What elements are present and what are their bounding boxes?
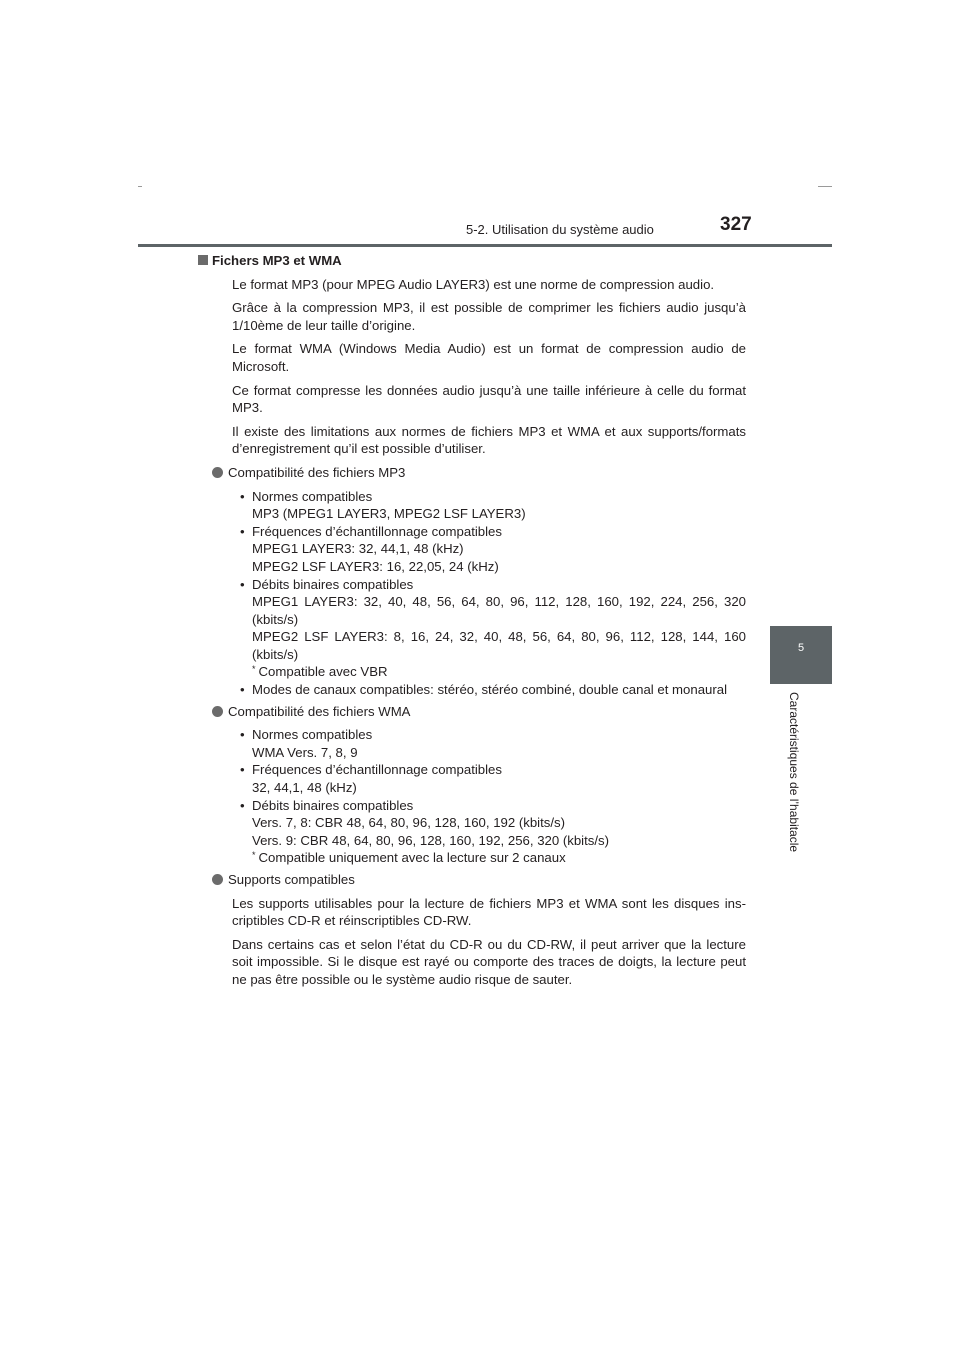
item-label: Débits binaires compatibles <box>252 797 414 813</box>
footnote-text: Compatible uniquement avec la lecture sur 2 canaux <box>258 850 566 866</box>
circle-bullet-icon <box>212 706 223 717</box>
list-item <box>240 523 746 576</box>
paragraph: Les supports utilisables pour la lecture de fichiers MP3 et WMA sont les disques ins-criptibles CD-R et réinscriptibles CD-RW. <box>232 895 746 929</box>
item-label: Modes de canaux compatibles: stéréo, stéréo combiné, double canal et monaural <box>252 682 728 698</box>
paragraph: Le format MP3 (pour MPEG Audio LAYER3) est une norme de compression audio. <box>232 276 715 292</box>
item-detail: MPEG1 LAYER3: 32, 44,1, 48 (kHz) <box>252 541 464 557</box>
crop-mark-right <box>818 186 832 187</box>
item-detail: MPEG1 LAYER3: 32, 40, 48, 56, 64, 80, 96, 112, 128, 160, 192, 224, 256, 320 (kbits/s) <box>252 594 746 627</box>
footnote-mark: * <box>252 664 256 675</box>
item-detail: MPEG2 LSF LAYER3: 8, 16, 24, 32, 40, 48, 56, 64, 80, 96, 112, 128, 144, 160 (kbits/s) <box>252 629 746 662</box>
section-title: 5-2. Utilisation du système audio <box>466 222 654 237</box>
spec-list <box>212 488 746 699</box>
spec-list <box>212 726 746 867</box>
subsection-heading <box>228 464 746 482</box>
item-detail: 32, 44,1, 48 (kHz) <box>252 780 357 796</box>
footnote-text: Compatible avec VBR <box>258 664 388 680</box>
list-item <box>240 726 746 761</box>
paragraph: Le format WMA (Windows Media Audio) est un format de compression audio de Microsoft. <box>232 341 746 374</box>
bullet-dot: • <box>240 523 245 539</box>
bullet-dot: • <box>240 727 245 743</box>
square-bullet-icon <box>198 255 208 265</box>
section-heading-label: Fichers MP3 et WMA <box>212 253 342 268</box>
subsection-heading <box>228 871 746 889</box>
subsection-title: Supports compatibles <box>228 872 355 887</box>
chapter-tab <box>770 626 832 684</box>
item-detail: Vers. 9: CBR 48, 64, 80, 96, 128, 160, 192, 256, 320 (kbits/s) <box>252 832 610 848</box>
bullet-dot: • <box>240 576 245 592</box>
watermark <box>0 0 1 1</box>
bullet-dot: • <box>240 797 245 813</box>
list-item <box>240 576 746 682</box>
item-label: Fréquences d’échantillonnage compatibles <box>252 523 502 539</box>
item-detail: WMA Vers. 7, 8, 9 <box>252 744 358 760</box>
item-label: Normes compatibles <box>252 727 373 743</box>
footnote <box>252 849 746 867</box>
item-detail: Vers. 7, 8: CBR 48, 64, 80, 96, 128, 160, 192 (kbits/s) <box>252 815 566 831</box>
list-item <box>240 681 746 699</box>
footnote-mark: * <box>252 850 256 861</box>
item-label: Normes compatibles <box>252 488 373 504</box>
circle-bullet-icon <box>212 874 223 885</box>
item-detail: MPEG2 LSF LAYER3: 16, 22,05, 24 (kHz) <box>252 558 499 574</box>
item-label: Débits binaires compatibles <box>252 576 414 592</box>
section-heading <box>212 252 746 270</box>
chapter-title-label: Caractéristiques de l’habitacle <box>787 692 801 853</box>
page-number: 327 <box>720 214 752 235</box>
bullet-dot: • <box>240 762 245 778</box>
subsection-heading <box>228 703 746 721</box>
subsection-title: Compatibilité des fichiers WMA <box>228 703 411 719</box>
footnote <box>252 663 746 681</box>
header-divider <box>138 244 832 247</box>
bullet-dot: • <box>240 682 245 698</box>
paragraph: Dans certains cas et selon l’état du CD-R ou du CD-RW, il peut arriver que la lecture soit impossible. Si le disque est rayé ou comporte des traces de doigts, la lecture peut ne pas être possible ou le système audio risque de sauter. <box>232 936 746 987</box>
list-item <box>240 761 746 796</box>
list-item <box>240 797 746 867</box>
crop-mark-left <box>138 186 142 187</box>
list-item <box>240 488 746 523</box>
main-content <box>212 252 746 995</box>
paragraph: Il existe des limitations aux normes de fichiers MP3 et WMA et aux supports/formats d’enregistrement qu’il est possible d’utiliser. <box>232 423 746 457</box>
subsection-title: Compatibilité des fichiers MP3 <box>228 464 406 480</box>
item-label: Fréquences d’échantillonnage compatibles <box>252 762 502 778</box>
item-detail: MP3 (MPEG1 LAYER3, MPEG2 LSF LAYER3) <box>252 506 526 522</box>
bullet-dot: • <box>240 488 245 504</box>
chapter-title <box>784 692 806 878</box>
chapter-number: 5 <box>797 642 805 654</box>
paragraph: Grâce à la compression MP3, il est possible de comprimer les fichiers audio jusqu’à 1/10ème de leur taille d’origine. <box>232 300 746 333</box>
circle-bullet-icon <box>212 467 223 478</box>
paragraph: Ce format compresse les données audio jusqu’à une taille inférieure à celle du format MP3. <box>232 382 746 416</box>
